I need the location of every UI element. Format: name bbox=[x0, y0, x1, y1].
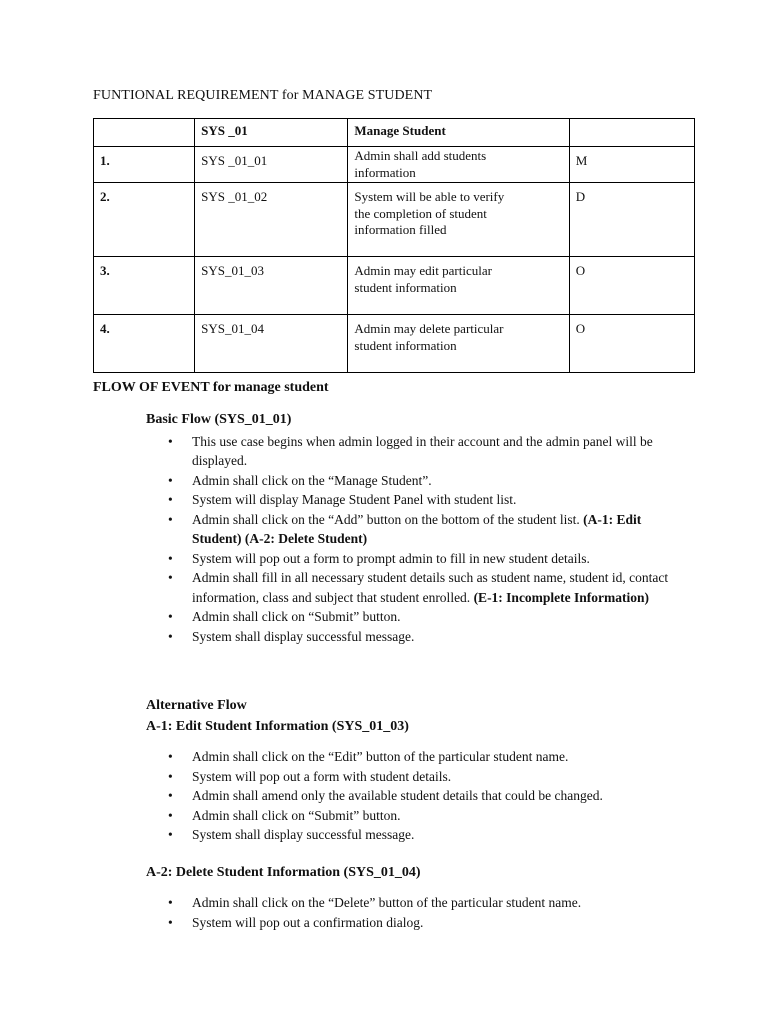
bullet-icon: • bbox=[168, 768, 173, 784]
requirements-table bbox=[93, 118, 695, 373]
requirement-description bbox=[348, 183, 569, 257]
alternative-flow-heading: Alternative Flow bbox=[146, 698, 247, 713]
description-text: Admin shall add students information bbox=[354, 148, 487, 180]
a2-list bbox=[146, 893, 686, 932]
header-cell: Manage Student bbox=[348, 119, 569, 147]
table-row bbox=[94, 257, 695, 315]
list-item bbox=[146, 806, 686, 826]
list-item bbox=[146, 510, 686, 549]
list-item-text: Admin shall amend only the available student details that could be changed. bbox=[192, 788, 603, 803]
list-item bbox=[146, 825, 686, 845]
description-text: System will be able to verify the completion of student information filled bbox=[354, 189, 505, 237]
list-item-text: Admin shall click on “Submit” button. bbox=[192, 807, 401, 823]
list-item-text: Admin shall fill in all necessary student details such as student name, student id, contact information, class and subject that student enrolled. bbox=[192, 570, 669, 605]
bullet-icon: • bbox=[168, 895, 173, 910]
basic-flow-section bbox=[146, 410, 686, 646]
flow-of-event-heading: FLOW OF EVENT for manage student bbox=[93, 380, 329, 395]
header-cell bbox=[94, 119, 195, 147]
requirement-description bbox=[348, 147, 569, 183]
list-item bbox=[146, 568, 686, 607]
bullet-icon: • bbox=[168, 570, 173, 585]
list-item-text: Admin shall click on the “Edit” button of the particular student name. bbox=[192, 749, 569, 764]
requirement-priority: O bbox=[569, 315, 694, 373]
list-item bbox=[146, 913, 686, 933]
header-cell bbox=[569, 119, 694, 147]
description-text: Admin may edit particular student information bbox=[354, 263, 492, 295]
requirement-description bbox=[348, 257, 569, 315]
header-cell: SYS _01 bbox=[195, 119, 348, 147]
list-item bbox=[146, 549, 686, 569]
list-item-text: Admin shall click on the “Delete” button of the particular student name. bbox=[192, 895, 582, 910]
table-header-row bbox=[94, 119, 695, 147]
bullet-icon: • bbox=[168, 433, 173, 449]
list-item-text: System shall display successful message. bbox=[192, 628, 415, 644]
a1-list bbox=[146, 747, 686, 845]
requirement-priority: O bbox=[569, 257, 694, 315]
list-item-text: System will display Manage Student Panel with student list. bbox=[192, 492, 517, 507]
list-item bbox=[146, 786, 686, 806]
bullet-icon: • bbox=[168, 788, 173, 803]
basic-flow-list bbox=[146, 432, 686, 647]
list-item bbox=[146, 432, 686, 471]
bullet-icon: • bbox=[168, 827, 173, 842]
bullet-icon: • bbox=[168, 550, 173, 566]
list-item bbox=[146, 747, 686, 767]
alternative-flow-reference: (A-1: Edit Student) (A-2: Delete Student) bbox=[192, 511, 642, 546]
requirement-priority: M bbox=[569, 147, 694, 183]
description-text: Admin may delete particular student information bbox=[354, 321, 504, 353]
requirement-description bbox=[348, 315, 569, 373]
bullet-icon: • bbox=[168, 807, 173, 823]
list-item bbox=[146, 471, 686, 491]
table-row bbox=[94, 147, 695, 183]
bullet-icon: • bbox=[168, 914, 173, 930]
alternative-flow-section bbox=[146, 696, 686, 932]
basic-flow-heading: Basic Flow (SYS_01_01) bbox=[146, 412, 292, 427]
requirement-id: SYS _01_02 bbox=[195, 183, 348, 257]
list-item bbox=[146, 490, 686, 510]
list-item-text: System will pop out a confirmation dialog. bbox=[192, 914, 424, 930]
table-row bbox=[94, 315, 695, 373]
requirement-priority: D bbox=[569, 183, 694, 257]
list-item-text: System shall display successful message. bbox=[192, 827, 415, 842]
list-item-text: System will pop out a form with student details. bbox=[192, 768, 452, 784]
row-number: 4. bbox=[94, 315, 195, 373]
requirement-id: SYS_01_03 bbox=[195, 257, 348, 315]
row-number: 2. bbox=[94, 183, 195, 257]
requirement-id: SYS_01_04 bbox=[195, 315, 348, 373]
list-item bbox=[146, 627, 686, 647]
bullet-icon: • bbox=[168, 628, 173, 644]
a2-heading: A-2: Delete Student Information (SYS_01_04) bbox=[146, 864, 421, 880]
bullet-icon: • bbox=[168, 749, 173, 764]
list-item-text: System will pop out a form to prompt admin to fill in new student details. bbox=[192, 550, 590, 566]
list-item bbox=[146, 607, 686, 627]
list-item bbox=[146, 767, 686, 787]
exception-flow-reference: (E-1: Incomplete Information) bbox=[473, 589, 650, 605]
list-item-text: Admin shall click on “Submit” button. bbox=[192, 609, 401, 624]
list-item-text: This use case begins when admin logged in their account and the admin panel will be displayed. bbox=[192, 433, 653, 468]
row-number: 3. bbox=[94, 257, 195, 315]
bullet-icon: • bbox=[168, 511, 173, 527]
bullet-icon: • bbox=[168, 472, 173, 488]
table-row bbox=[94, 183, 695, 257]
a1-heading: A-1: Edit Student Information (SYS_01_03) bbox=[146, 718, 409, 734]
bullet-icon: • bbox=[168, 609, 173, 624]
document-title: FUNTIONAL REQUIREMENT for MANAGE STUDENT bbox=[93, 88, 433, 103]
bullet-icon: • bbox=[168, 492, 173, 507]
row-number: 1. bbox=[94, 147, 195, 183]
list-item bbox=[146, 893, 686, 913]
list-item-text: Admin shall click on the “Add” button on the bottom of the student list. bbox=[192, 511, 584, 527]
requirement-id: SYS _01_01 bbox=[195, 147, 348, 183]
list-item-text: Admin shall click on the “Manage Student”. bbox=[192, 472, 432, 488]
